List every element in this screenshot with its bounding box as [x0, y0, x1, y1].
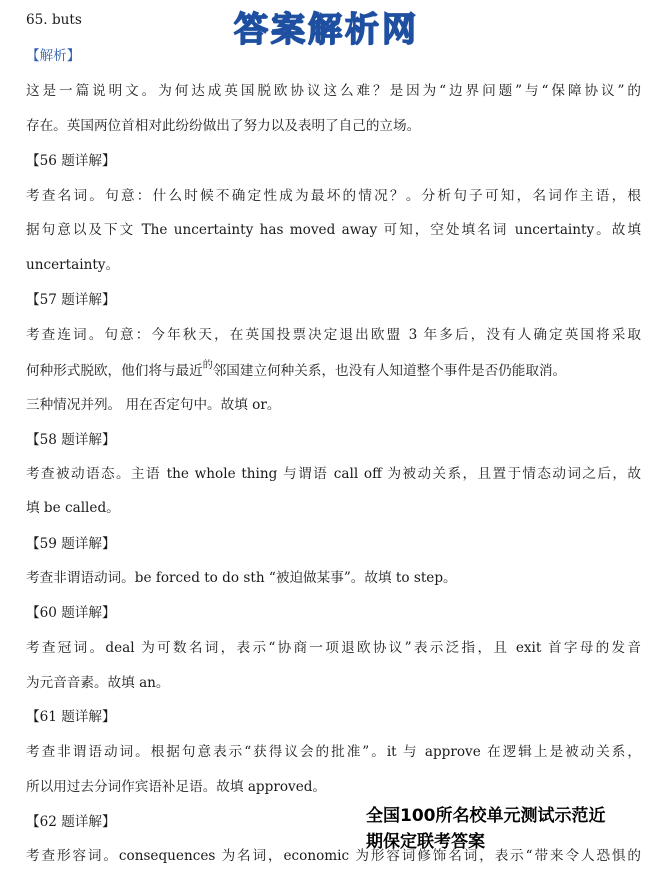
paragraph-line: uncertainty。: [26, 257, 120, 273]
paragraph-line: 这是一篇说明文。为何达成英国脱欧协议这么难？是因为“边界问题”与“保障协议”的: [26, 83, 641, 99]
paragraph-line: 三种情况并列。 用在否定句中。故填 or。: [26, 397, 281, 413]
paragraph-line: 何种形式脱欧，他们将与最近$^的$邻国建立何种关系，也没有人知道整个事件是否仍能取消。: [26, 360, 567, 379]
paragraph-line: 考查非谓语动词。be forced to do sth “被迫做某事”。故填 to step。: [26, 570, 457, 586]
paragraph-line: 考查被动语态。主语 the whole thing 与谓语 call off 为被动关系，且置于情态动词之后，故: [26, 466, 641, 482]
paragraph-line: 考查名词。句意：什么时候不确定性成为最坏的情况？。分析句子可知，名词作主语，根: [26, 188, 641, 204]
watermark-footer: [366, 803, 656, 855]
section-heading: 【62 题详解】: [26, 814, 116, 830]
paragraph-line: 填 be called。: [26, 500, 120, 516]
paragraph-line: 考查冠词。deal 为可数名词，表示“协商一项退欧协议”表示泛指，且 exit 首字母的发音: [26, 640, 641, 656]
section-heading: 【59 题详解】: [26, 536, 116, 552]
watermark-footer-line: 期保定联考答案: [366, 832, 485, 852]
paragraph-line: 存在。英国两位首相对此纷纷做出了努力以及表明了自己的立场。: [26, 118, 421, 134]
section-heading: 【60 题详解】: [26, 605, 116, 621]
analysis-heading: 【解析】: [26, 48, 81, 64]
answer-line: 65. buts: [26, 12, 82, 28]
paragraph-line: 所以用过去分词作宾语补足语。故填 approved。: [26, 779, 327, 795]
paragraph-line: 考查形容词。consequences 为名词，economic 为形容词修饰名词，表示“带来令人恐惧的: [26, 848, 641, 864]
section-heading: 【61 题详解】: [26, 709, 116, 725]
superscript-char: 的: [202, 360, 213, 371]
paragraph-line: 考查连词。句意：今年秋天，在英国投票决定退出欧盟 3 年多后，没有人确定英国将采取: [26, 327, 641, 343]
section-heading: 【57 题详解】: [26, 292, 116, 308]
section-heading: 【58 题详解】: [26, 432, 116, 448]
section-heading: 【56 题详解】: [26, 153, 116, 169]
paragraph-line: 考查非谓语动词。根据句意表示“获得议会的批准”。it 与 approve 在逻辑上是被动关系，: [26, 744, 641, 760]
paragraph-line: 为元音音素。故填 an。: [26, 675, 170, 691]
watermark-title: 答案解析网: [234, 10, 419, 50]
paragraph-line: 据句意以及下文 The uncertainty has moved away 可知，空处填名词 uncertainty。故填: [26, 222, 641, 238]
watermark-footer-line: 全国100所名校单元测试示范近: [366, 806, 606, 826]
